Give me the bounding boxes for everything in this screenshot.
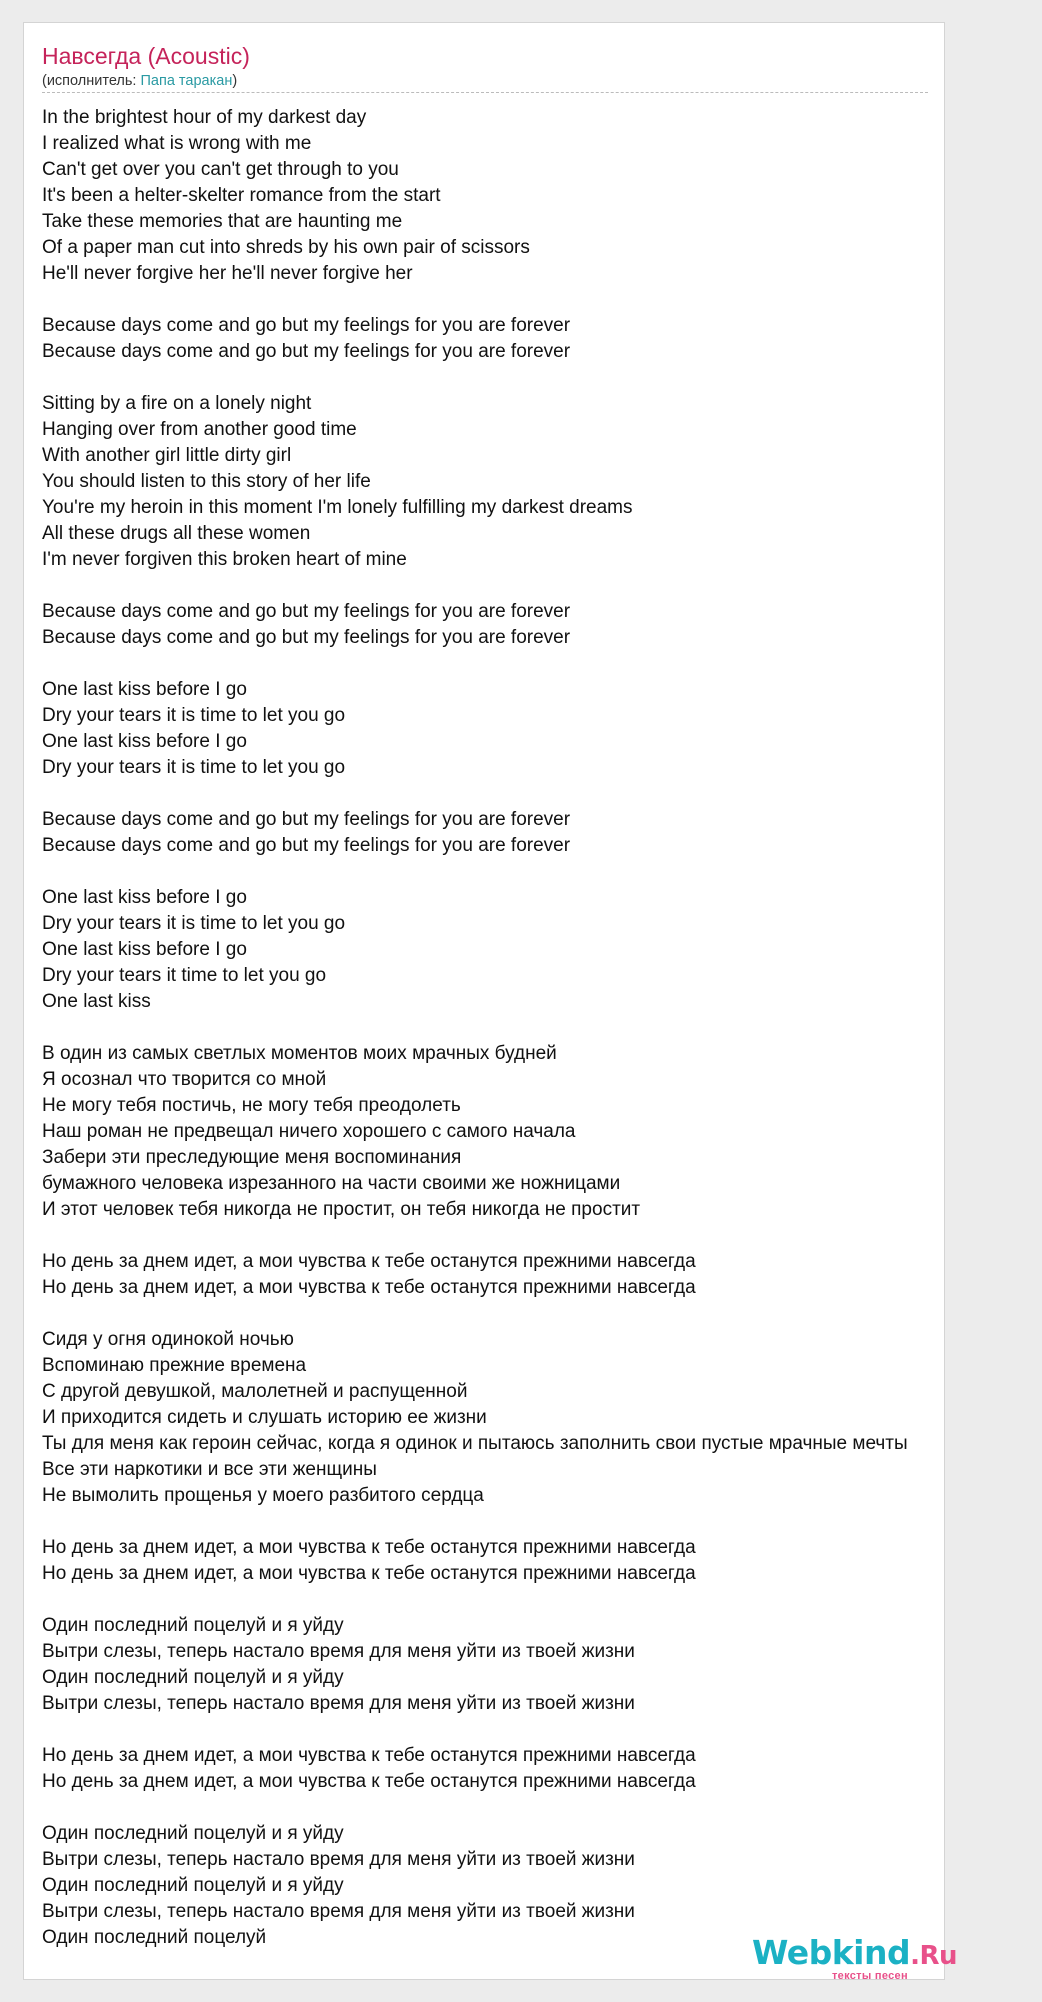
lyric-line: Один последний поцелуй и я уйду <box>42 1615 344 1636</box>
lyric-blank-line <box>42 1015 1042 1041</box>
lyric-blank-line <box>42 573 1042 599</box>
lyric-line: Dry your tears it is time to let you go <box>42 705 346 726</box>
lyric-line: Наш роман не предвещал ничего хорошего с самого начала <box>42 1121 576 1142</box>
lyric-line: Я осознал что творится со мной <box>42 1069 327 1090</box>
artist-link[interactable]: Папа таракан <box>140 73 233 89</box>
lyric-line: All these drugs all these women <box>42 523 311 544</box>
lyric-line: Dry your tears it time to let you go <box>42 965 327 986</box>
lyric-line: I'm never forgiven this broken heart of mine <box>42 549 407 570</box>
lyric-blank-line <box>42 859 1042 885</box>
lyric-line: Не могу тебя постичь, не могу тебя преодолеть <box>42 1095 461 1116</box>
lyrics-body <box>42 105 1042 1951</box>
lyric-blank-line <box>42 651 1042 677</box>
lyric-line: Because days come and go but my feelings for you are forever <box>42 315 571 336</box>
song-title: Навсегда (Acoustic) <box>42 43 250 69</box>
lyric-line: Один последний поцелуй и я уйду <box>42 1667 344 1688</box>
lyric-line: It's been a helter-skelter romance from the start <box>42 185 441 206</box>
lyric-line: Один последний поцелуй <box>42 1927 267 1948</box>
lyric-line: Вытри слезы, теперь настало время для меня уйти из твоей жизни <box>42 1693 635 1714</box>
lyric-line: One last kiss before I go <box>42 731 247 752</box>
lyric-line: In the brightest hour of my darkest day <box>42 107 367 128</box>
logo-wordmark <box>752 1935 957 1974</box>
lyric-blank-line <box>42 287 1042 313</box>
lyric-line: He'll never forgive her he'll never forgive her <box>42 263 413 284</box>
lyric-line: Of a paper man cut into shreds by his own pair of scissors <box>42 237 530 258</box>
artist-prefix: (исполнитель: <box>42 73 141 89</box>
lyric-line: You should listen to this story of her life <box>42 471 371 492</box>
lyric-line: Вытри слезы, теперь настало время для меня уйти из твоей жизни <box>42 1901 635 1922</box>
lyric-line: Because days come and go but my feelings for you are forever <box>42 627 571 648</box>
lyrics-card <box>23 22 958 1982</box>
lyric-line: Can't get over you can't get through to you <box>42 159 399 180</box>
lyric-line: One last kiss before I go <box>42 679 247 700</box>
lyric-blank-line <box>42 1587 1042 1613</box>
lyric-line: I realized what is wrong with me <box>42 133 312 154</box>
lyric-line: Dry your tears it is time to let you go <box>42 757 346 778</box>
lyric-line: Один последний поцелуй и я уйду <box>42 1875 344 1896</box>
lyric-line: бумажного человека изрезанного на части своими же ножницами <box>42 1173 621 1194</box>
lyric-blank-line <box>42 1301 1042 1327</box>
lyric-line: Вытри слезы, теперь настало время для меня уйти из твоей жизни <box>42 1641 635 1662</box>
lyric-line: Но день за днем идет, а мои чувства к тебе останутся прежними навсегда <box>42 1277 696 1298</box>
lyric-line: Не вымолить прощенья у моего разбитого сердца <box>42 1485 484 1506</box>
lyric-line: В один из самых светлых моментов моих мрачных будней <box>42 1043 557 1064</box>
lyric-line: Но день за днем идет, а мои чувства к тебе останутся прежними навсегда <box>42 1563 696 1584</box>
lyric-line: Dry your tears it is time to let you go <box>42 913 346 934</box>
lyric-line: Because days come and go but my feelings for you are forever <box>42 835 571 856</box>
lyric-line: Because days come and go but my feelings for you are forever <box>42 341 571 362</box>
lyric-blank-line <box>42 1795 1042 1821</box>
lyric-line: With another girl little dirty girl <box>42 445 292 466</box>
logo-main-text: Webkind <box>752 1933 911 1972</box>
lyric-line: Hanging over from another good time <box>42 419 357 440</box>
lyric-line: Sitting by a fire on a lonely night <box>42 393 312 414</box>
lyric-line: Вытри слезы, теперь настало время для меня уйти из твоей жизни <box>42 1849 635 1870</box>
title-divider <box>42 92 928 93</box>
artist-suffix: ) <box>232 73 238 89</box>
lyric-line: С другой девушкой, малолетней и распущенной <box>42 1381 468 1402</box>
lyric-line: One last kiss before I go <box>42 939 247 960</box>
lyric-line: Но день за днем идет, а мои чувства к тебе останутся прежними навсегда <box>42 1745 696 1766</box>
lyric-line: You're my heroin in this moment I'm lonely fulfilling my darkest dreams <box>42 497 633 518</box>
lyric-blank-line <box>42 1509 1042 1535</box>
lyric-line: Because days come and go but my feelings for you are forever <box>42 601 571 622</box>
lyric-blank-line <box>42 1717 1042 1743</box>
lyric-line: Но день за днем идет, а мои чувства к тебе останутся прежними навсегда <box>42 1771 696 1792</box>
lyric-line: Ты для меня как героин сейчас, когда я одинок и пытаюсь заполнить свои пустые мрачные мечты <box>42 1433 908 1454</box>
lyric-line: Забери эти преследующие меня воспоминания <box>42 1147 462 1168</box>
lyric-line: One last kiss before I go <box>42 887 247 908</box>
lyric-line: Сидя у огня одинокой ночью <box>42 1329 294 1350</box>
lyric-blank-line <box>42 365 1042 391</box>
lyric-line: Но день за днем идет, а мои чувства к тебе останутся прежними навсегда <box>42 1251 696 1272</box>
lyric-line: Take these memories that are haunting me <box>42 211 403 232</box>
logo-tagline: тексты песен <box>832 1970 908 1982</box>
logo-tld-text: .Ru <box>910 1941 958 1971</box>
lyric-line: И этот человек тебя никогда не простит, он тебя никогда не простит <box>42 1199 641 1220</box>
lyric-line: Один последний поцелуй и я уйду <box>42 1823 344 1844</box>
lyric-line: One last kiss <box>42 991 151 1012</box>
lyric-blank-line <box>42 1223 1042 1249</box>
site-logo[interactable] <box>752 1933 958 1985</box>
lyric-line: Вспоминаю прежние времена <box>42 1355 307 1376</box>
lyric-blank-line <box>42 781 1042 807</box>
lyric-line: Because days come and go but my feelings for you are forever <box>42 809 571 830</box>
artist-line <box>42 73 237 89</box>
lyric-line: Все эти наркотики и все эти женщины <box>42 1459 377 1480</box>
lyric-line: И приходится сидеть и слушать историю ее жизни <box>42 1407 487 1428</box>
lyric-line: Но день за днем идет, а мои чувства к тебе останутся прежними навсегда <box>42 1537 696 1558</box>
